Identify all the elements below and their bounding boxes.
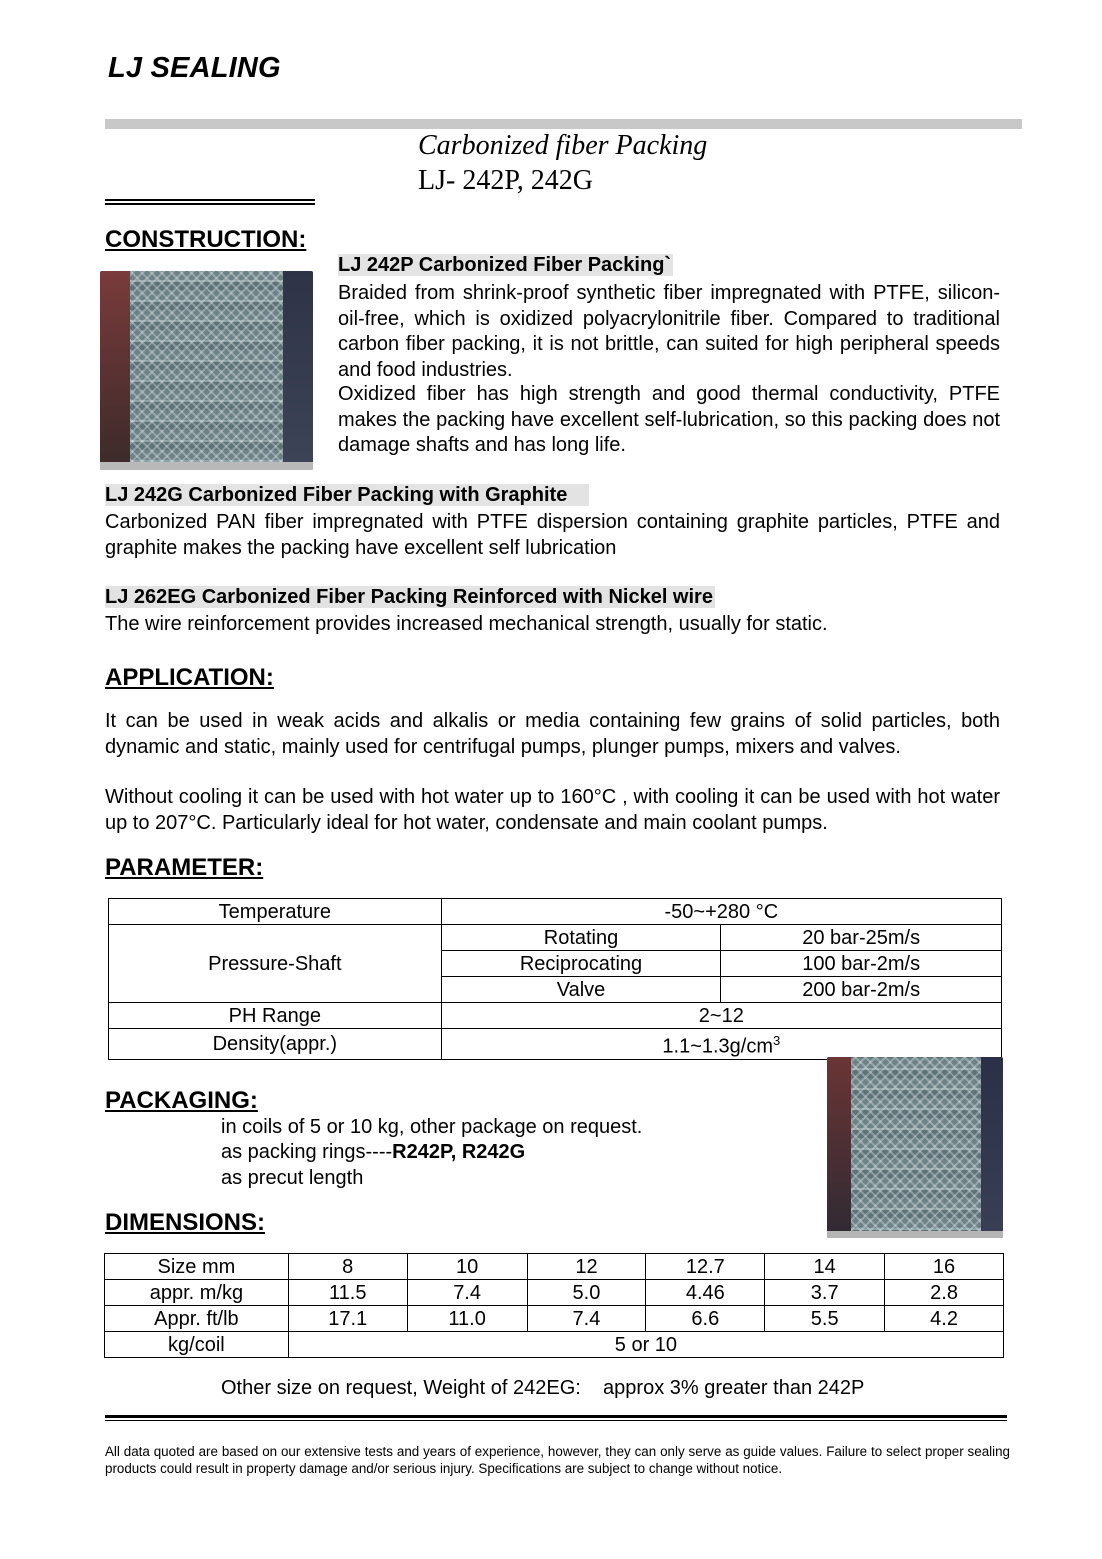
packaging-coils: in coils of 5 or 10 kg, other package on request. xyxy=(221,1116,643,1138)
product-262eg-description: The wire reinforcement provides increased mechanical strength, usually for static. xyxy=(105,613,828,635)
table-cell: 12.7 xyxy=(646,1254,765,1280)
table-cell: 8 xyxy=(288,1254,407,1280)
product-242g-description: Carbonized PAN fiber impregnated with PTFE dispersion containing graphite particles, PTFE and graphite makes the packing have excellent self lubrication xyxy=(105,511,1000,559)
packaging-heading: PACKAGING: xyxy=(105,1087,258,1114)
brand-logo-text: LJ SEALING xyxy=(108,52,281,84)
table-row xyxy=(109,1029,1002,1060)
packing-coil-photo-2 xyxy=(827,1057,1003,1238)
temperature-label: Temperature xyxy=(109,899,442,925)
dimensions-heading: DIMENSIONS: xyxy=(105,1209,266,1236)
packaging-rings-prefix: as packing rings---- xyxy=(221,1141,393,1163)
parameter-table xyxy=(108,898,1002,1060)
product-242p-description: Braided from shrink-proof synthetic fiber impregnated with PTFE, silicon-oil-free, which is oxidized polyacrylonitrile fiber. Compared to traditional carbon fiber packing, it is not brittle, can suited for high peripheral speeds and food industries. xyxy=(338,282,1000,381)
disclaimer: All data quoted are based on our extensive tests and years of experience, however, they can only serve as guide values. Failure to select proper sealing products could result in property damage and/or serious injury. Specifications are subject to change without notice. xyxy=(105,1444,1010,1476)
density-unit-superscript: 3 xyxy=(773,1033,781,1048)
packaging-precut: as precut length xyxy=(221,1167,364,1189)
construction-heading: CONSTRUCTION: xyxy=(105,226,307,253)
application-usage: It can be used in weak acids and alkalis or media containing few grains of solid particles, both dynamic and static, mainly used for centrifugal pumps, plunger pumps, mixers and valves. xyxy=(105,710,1000,758)
table-row xyxy=(105,1306,1004,1332)
table-cell: 11.5 xyxy=(288,1280,407,1306)
product-codes: LJ- 242P, 242G xyxy=(418,165,594,196)
size-label: Size mm xyxy=(105,1254,289,1280)
valve-value: 200 bar-2m/s xyxy=(721,977,1002,1003)
header-divider xyxy=(105,119,1022,129)
table-cell: 10 xyxy=(407,1254,527,1280)
table-cell: 5.5 xyxy=(765,1306,885,1332)
table-row xyxy=(109,1003,1002,1029)
table-row xyxy=(105,1332,1004,1358)
product-262eg-title xyxy=(105,586,715,609)
application-temperature: Without cooling it can be used with hot water up to 160°C , with cooling it can be used with hot water up to 207°C. Particularly ideal for hot water, condensate and main coolant pumps. xyxy=(105,786,1000,834)
table-cell: 4.2 xyxy=(885,1306,1004,1332)
table-cell: 14 xyxy=(765,1254,885,1280)
dimensions-table xyxy=(104,1253,1004,1358)
reciprocating-label: Reciprocating xyxy=(441,951,721,977)
ft-per-lb-label: Appr. ft/lb xyxy=(105,1306,289,1332)
application-heading: APPLICATION: xyxy=(105,664,274,691)
density-value-text: 1.1~1.3g/cm xyxy=(662,1035,774,1058)
table-cell: 7.4 xyxy=(527,1306,646,1332)
packaging-rings xyxy=(221,1140,525,1166)
density-value xyxy=(441,1029,1001,1060)
product-title: Carbonized fiber Packing xyxy=(418,130,708,161)
temperature-value: -50~+280 °C xyxy=(441,899,1001,925)
m-per-kg-label: appr. m/kg xyxy=(105,1280,289,1306)
rotating-value: 20 bar-25m/s xyxy=(721,925,1002,951)
parameter-heading: PARAMETER: xyxy=(105,854,264,881)
table-cell: 7.4 xyxy=(407,1280,527,1306)
table-cell: 11.0 xyxy=(407,1306,527,1332)
table-cell: 6.6 xyxy=(646,1306,765,1332)
product-242g-title xyxy=(105,484,589,507)
table-row xyxy=(109,925,1002,951)
product-242p-title-text: LJ 242P Carbonized Fiber Packing` xyxy=(338,254,672,276)
table-cell: 16 xyxy=(885,1254,1004,1280)
product-242p-properties: Oxidized fiber has high strength and good thermal conductivity, PTFE makes the packing have excellent self-lubrication, so this packing does not damage shafts and has long life. xyxy=(338,383,1000,457)
table-cell: 3.7 xyxy=(765,1280,885,1306)
reciprocating-value: 100 bar-2m/s xyxy=(721,951,1002,977)
table-cell: 5.0 xyxy=(527,1280,646,1306)
product-242g-title-text: LJ 242G Carbonized Fiber Packing with Graphite xyxy=(105,484,589,506)
pressure-label: Pressure-Shaft xyxy=(109,925,442,1003)
table-cell: 4.46 xyxy=(646,1280,765,1306)
title-underline xyxy=(105,199,315,205)
product-262eg-title-text: LJ 262EG Carbonized Fiber Packing Reinforced with Nickel wire xyxy=(105,586,713,608)
valve-label: Valve xyxy=(441,977,721,1003)
kg-coil-value: 5 or 10 xyxy=(288,1332,1003,1358)
table-row xyxy=(109,899,1002,925)
table-cell: 2.8 xyxy=(885,1280,1004,1306)
ph-label: PH Range xyxy=(109,1003,442,1029)
kg-coil-label: kg/coil xyxy=(105,1332,289,1358)
table-row xyxy=(105,1280,1004,1306)
packaging-rings-codes: R242P, R242G xyxy=(392,1141,526,1163)
packing-coil-photo xyxy=(100,271,313,470)
rotating-label: Rotating xyxy=(441,925,721,951)
product-242p-title xyxy=(338,254,673,277)
dimensions-note: Other size on request, Weight of 242EG: approx 3% greater than 242P xyxy=(221,1377,865,1399)
table-cell: 12 xyxy=(527,1254,646,1280)
table-row xyxy=(105,1254,1004,1280)
table-cell: 17.1 xyxy=(288,1306,407,1332)
footer-divider xyxy=(105,1415,1007,1421)
ph-value: 2~12 xyxy=(441,1003,1001,1029)
density-label: Density(appr.) xyxy=(109,1029,442,1060)
